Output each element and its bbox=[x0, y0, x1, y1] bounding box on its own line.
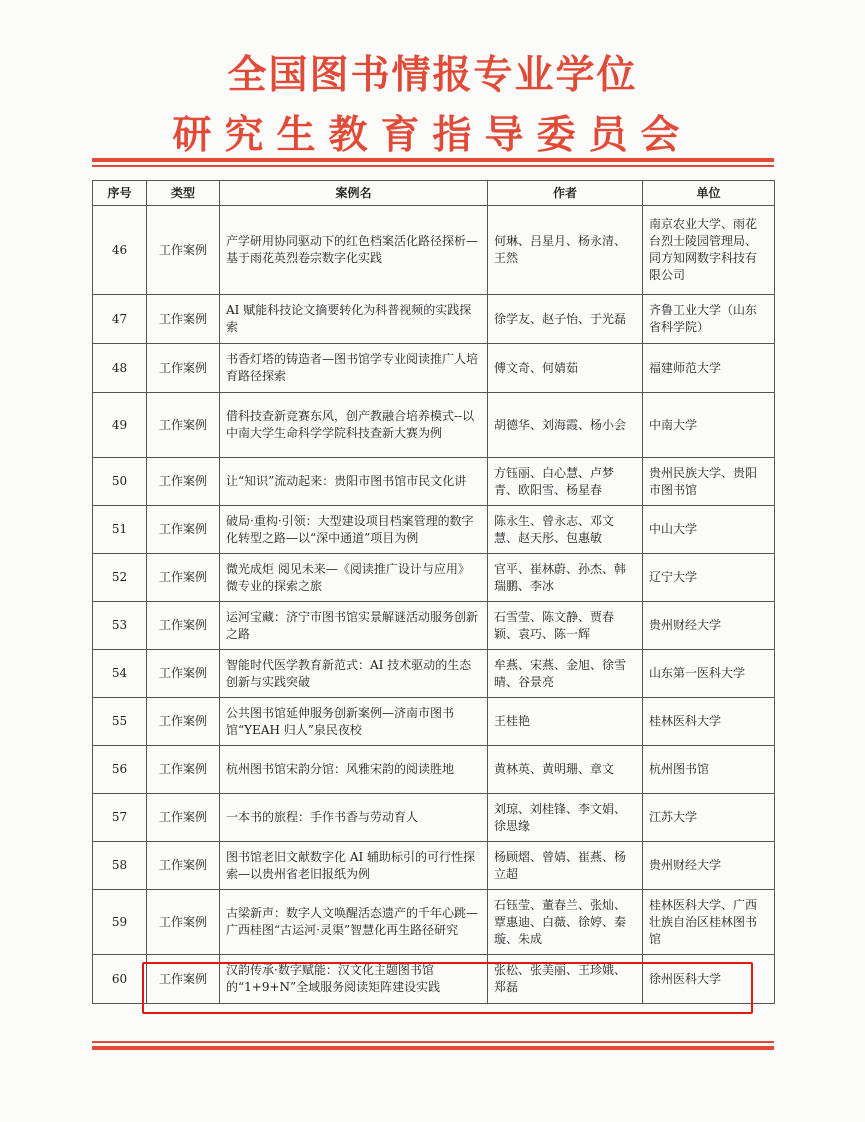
case-unit: 辽宁大学 bbox=[643, 554, 775, 602]
case-authors: 王桂艳 bbox=[488, 698, 643, 746]
document-title-line-2: 研究生教育指导委员会 bbox=[172, 113, 693, 158]
table-row bbox=[93, 794, 775, 842]
case-authors: 胡德华、刘海霞、杨小会 bbox=[488, 393, 643, 458]
column-header-authors: 作者 bbox=[488, 181, 643, 206]
table-row bbox=[93, 602, 775, 650]
case-type: 工作案例 bbox=[147, 295, 220, 344]
case-table bbox=[92, 180, 775, 1004]
column-header-no: 序号 bbox=[93, 181, 147, 206]
document-title-line-1: 全国图书情报专业学位 bbox=[227, 53, 638, 98]
case-unit: 齐鲁工业大学（山东省科学院） bbox=[643, 295, 775, 344]
case-title: 公共图书馆延伸服务创新案例—济南市图书馆“YEAH 归人”泉民夜校 bbox=[220, 698, 488, 746]
table-row bbox=[93, 393, 775, 458]
case-number: 47 bbox=[93, 295, 147, 344]
case-type: 工作案例 bbox=[147, 344, 220, 393]
case-unit: 杭州图书馆 bbox=[643, 746, 775, 794]
case-title: 古梁新声：数字人文唤醒活态遗产的千年心跳—广西桂图“古运河·灵渠”智慧化再生路径研究 bbox=[220, 890, 488, 955]
case-title: 让“知识”流动起来：贵阳市图书馆市民文化讲 bbox=[220, 458, 488, 506]
header-rule-thick bbox=[92, 158, 774, 162]
case-number: 51 bbox=[93, 506, 147, 554]
table-row bbox=[93, 746, 775, 794]
table-row bbox=[93, 458, 775, 506]
table-row bbox=[93, 650, 775, 698]
case-type: 工作案例 bbox=[147, 890, 220, 955]
case-unit: 贵州财经大学 bbox=[643, 602, 775, 650]
case-title: 产学研用协同驱动下的红色档案活化路径探析—基于雨花英烈卷宗数字化实践 bbox=[220, 206, 488, 295]
case-authors: 徐学友、赵子怡、于光磊 bbox=[488, 295, 643, 344]
column-header-type: 类型 bbox=[147, 181, 220, 206]
table-row bbox=[93, 842, 775, 890]
case-unit: 中山大学 bbox=[643, 506, 775, 554]
highlight-box bbox=[142, 962, 753, 1014]
case-number: 59 bbox=[93, 890, 147, 955]
case-title: 破局·重构·引领：大型建设项目档案管理的数字化转型之路—以“深中通道”项目为例 bbox=[220, 506, 488, 554]
case-title: 智能时代医学教育新范式：AI 技术驱动的生态创新与实践突破 bbox=[220, 650, 488, 698]
case-unit: 南京农业大学、雨花台烈士陵园管理局、同方知网数字科技有限公司 bbox=[643, 206, 775, 295]
header-rule-thin bbox=[92, 165, 774, 167]
table-row bbox=[93, 295, 775, 344]
case-authors: 杨顾熠、曾婧、崔燕、杨立超 bbox=[488, 842, 643, 890]
case-number: 50 bbox=[93, 458, 147, 506]
footer-rule-thick bbox=[92, 1046, 774, 1050]
case-authors: 石钰莹、董春兰、张灿、覃惠迪、白薇、徐婷、秦璇、朱成 bbox=[488, 890, 643, 955]
table-row bbox=[93, 344, 775, 393]
case-type: 工作案例 bbox=[147, 955, 220, 1004]
case-unit: 山东第一医科大学 bbox=[643, 650, 775, 698]
case-unit: 中南大学 bbox=[643, 393, 775, 458]
table-row bbox=[93, 206, 775, 295]
case-title: 汉韵传承·数字赋能：汉文化主题图书馆的“1+9+N”全域服务阅读矩阵建设实践 bbox=[220, 955, 488, 1004]
table-row bbox=[93, 698, 775, 746]
case-authors: 黄林英、黄明珊、章文 bbox=[488, 746, 643, 794]
case-type: 工作案例 bbox=[147, 458, 220, 506]
case-authors: 陈永生、曾永志、邓文慧、赵天彤、包惠敏 bbox=[488, 506, 643, 554]
case-number: 52 bbox=[93, 554, 147, 602]
case-unit: 徐州医科大学 bbox=[643, 955, 775, 1004]
case-title: 一本书的旅程：手作书香与劳动育人 bbox=[220, 794, 488, 842]
case-unit: 福建师范大学 bbox=[643, 344, 775, 393]
case-type: 工作案例 bbox=[147, 506, 220, 554]
case-authors: 刘琼、刘桂锋、李文娟、徐思缘 bbox=[488, 794, 643, 842]
column-header-unit: 单位 bbox=[643, 181, 775, 206]
case-authors: 方钰丽、白心慧、卢梦青、欧阳雪、杨星春 bbox=[488, 458, 643, 506]
case-authors: 张松、张美丽、王珍娥、郑磊 bbox=[488, 955, 643, 1004]
case-unit: 桂林医科大学 bbox=[643, 698, 775, 746]
case-title: 杭州图书馆宋韵分馆：风雅宋韵的阅读胜地 bbox=[220, 746, 488, 794]
table-row bbox=[93, 554, 775, 602]
case-title: AI 赋能科技论文摘要转化为科普视频的实践探索 bbox=[220, 295, 488, 344]
case-authors: 官平、崔林蔚、孙杰、韩瑞鹏、李冰 bbox=[488, 554, 643, 602]
case-title: 微光成炬 阅见未来—《阅读推广设计与应用》微专业的探索之旅 bbox=[220, 554, 488, 602]
case-type: 工作案例 bbox=[147, 393, 220, 458]
case-number: 55 bbox=[93, 698, 147, 746]
case-type: 工作案例 bbox=[147, 206, 220, 295]
case-number: 57 bbox=[93, 794, 147, 842]
case-authors: 傅文奇、何婧茹 bbox=[488, 344, 643, 393]
case-number: 56 bbox=[93, 746, 147, 794]
case-type: 工作案例 bbox=[147, 698, 220, 746]
footer-rule-thin bbox=[92, 1041, 774, 1043]
case-authors: 石雪莹、陈文静、贾春颖、袁巧、陈一辉 bbox=[488, 602, 643, 650]
case-number: 46 bbox=[93, 206, 147, 295]
table-row bbox=[93, 890, 775, 955]
case-type: 工作案例 bbox=[147, 554, 220, 602]
case-number: 49 bbox=[93, 393, 147, 458]
case-type: 工作案例 bbox=[147, 794, 220, 842]
case-title: 借科技查新竞赛东风，创产教融合培养模式--以中南大学生命科学学院科技查新大赛为例 bbox=[220, 393, 488, 458]
case-number: 48 bbox=[93, 344, 147, 393]
table-header-row bbox=[93, 181, 775, 206]
case-unit: 桂林医科大学、广西壮族自治区桂林图书馆 bbox=[643, 890, 775, 955]
case-type: 工作案例 bbox=[147, 746, 220, 794]
case-unit: 江苏大学 bbox=[643, 794, 775, 842]
case-authors: 牟燕、宋燕、金旭、徐雪晴、谷景亮 bbox=[488, 650, 643, 698]
case-number: 54 bbox=[93, 650, 147, 698]
case-number: 60 bbox=[93, 955, 147, 1004]
case-title: 书香灯塔的铸造者—图书馆学专业阅读推广人培育路径探索 bbox=[220, 344, 488, 393]
case-title: 运河宝藏：济宁市图书馆实景解谜活动服务创新之路 bbox=[220, 602, 488, 650]
case-type: 工作案例 bbox=[147, 650, 220, 698]
case-type: 工作案例 bbox=[147, 842, 220, 890]
column-header-title: 案例名 bbox=[220, 181, 488, 206]
case-authors: 何琳、吕星月、杨永清、王然 bbox=[488, 206, 643, 295]
table-row bbox=[93, 506, 775, 554]
case-title: 图书馆老旧文献数字化 AI 辅助标引的可行性探索—以贵州省老旧报纸为例 bbox=[220, 842, 488, 890]
case-number: 58 bbox=[93, 842, 147, 890]
case-type: 工作案例 bbox=[147, 602, 220, 650]
case-unit: 贵州民族大学、贵阳市图书馆 bbox=[643, 458, 775, 506]
case-number: 53 bbox=[93, 602, 147, 650]
case-unit: 贵州财经大学 bbox=[643, 842, 775, 890]
